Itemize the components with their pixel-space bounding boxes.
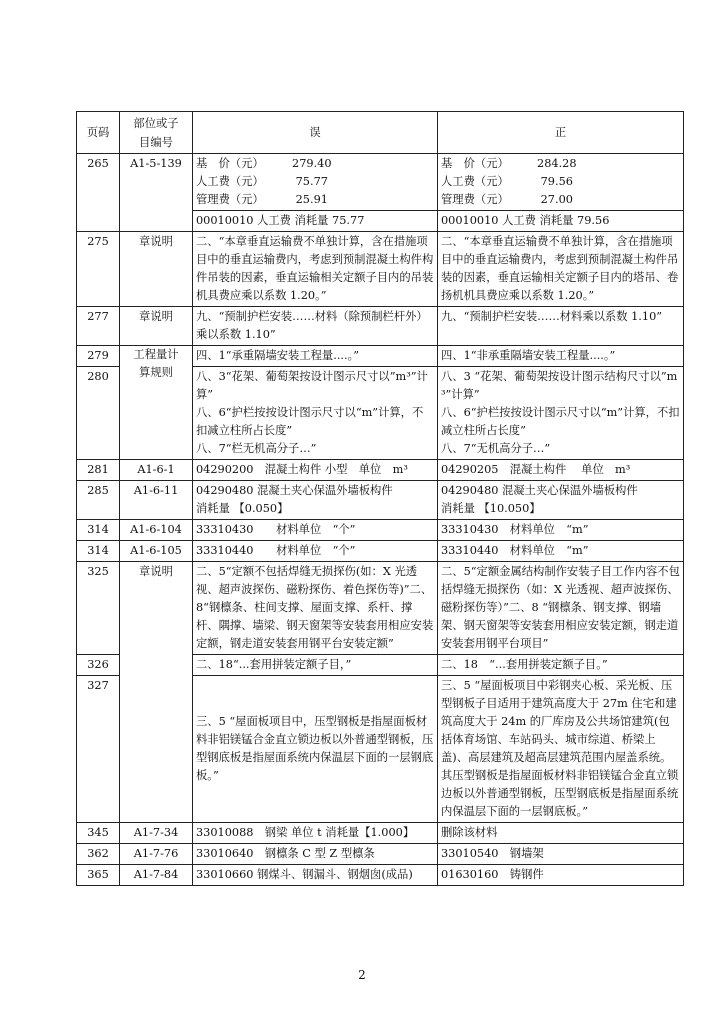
table-row xyxy=(77,562,684,655)
col-right: 正 xyxy=(438,112,684,154)
cell-wrong: 四、1“承重隔墙安装工程量....。” xyxy=(193,346,438,367)
cell-page: 314 xyxy=(77,541,120,562)
cell-page: 281 xyxy=(77,460,120,481)
cell-wrong: 二、5“定额不包括焊缝无损探伤(如：X 光透视、超声波探伤、磁粉探伤、着色探伤等)”二、8“钢檩条、柱间支撑、屋面支撑、系杆、撑杆、隅撑、墙梁、钢天窗架等安装套用相应安装定额，钢走道安装套用钢平台安装定额” xyxy=(193,562,438,655)
text-line: 八、3 “花架、葡萄架按设计图示结构尺寸以”m³”计算” xyxy=(441,370,678,401)
cell-wrong: 33010640 钢檩条 C 型 Z 型檩条 xyxy=(193,844,438,865)
cell-wrong xyxy=(193,367,438,460)
cell-part: 章说明 xyxy=(120,562,193,823)
cell-wrong: 33010088 钢梁 单位 t 消耗量【1.000】 xyxy=(193,823,438,844)
cell-part: A1-7-76 xyxy=(120,844,193,865)
table-row xyxy=(77,844,684,865)
cell-wrong: 二、18“...套用拼装定额子目，” xyxy=(193,655,438,676)
table-row xyxy=(77,823,684,844)
text-line: 八、3“花架、葡萄架按设计图示尺寸以”m³”计算” xyxy=(196,370,428,401)
table-row xyxy=(77,460,684,481)
text-line: 04290480 混凝土夹心保温外墙板构件 xyxy=(441,484,638,497)
cell-right xyxy=(438,154,684,211)
text-line: 八、7“栏无机高分子…” xyxy=(196,442,317,455)
cell-part: A1-5-139 xyxy=(120,154,193,232)
cell-wrong: 33010660 钢煤斗、钢漏斗、钢烟囱(成品) xyxy=(193,865,438,886)
errata-table xyxy=(76,111,684,886)
cell-right: 33010540 钢墙架 xyxy=(438,844,684,865)
text-line: 八、7“无机高分子…” xyxy=(441,442,551,455)
text-line: 管理费（元） 25.91 xyxy=(196,193,328,206)
cell-part: 章说明 xyxy=(120,307,193,346)
table-row xyxy=(77,346,684,367)
cell-right: 四、1“非承重隔墙安装工程量....。” xyxy=(438,346,684,367)
cell-wrong: 二、“本章垂直运输费不单独计算，含在措施项目中的垂直运输费内，考虑到预制混凝土构件构件吊装的因素，垂直运输相关定额子目内的吊装机具费应乘以系数 1.20。” xyxy=(193,232,438,307)
cell-right xyxy=(438,481,684,520)
col-page: 页码 xyxy=(77,112,120,154)
header-row xyxy=(77,112,684,154)
cell-right: 00010010 人工费 消耗量 79.56 xyxy=(438,211,684,232)
text-line: 八、6“护栏按按设计图示尺寸以“m”计算，不扣减立柱所占长度” xyxy=(441,406,680,437)
cell-wrong: 三、5 “屋面板项目中，压型钢板是指屋面板材料非铝镁锰合金直立锁边板以外普通型钢板，压型钢底板是指屋面系统内保温层下面的一层钢底板。” xyxy=(193,676,438,823)
cell-right: 删除该材料 xyxy=(438,823,684,844)
cell-page: 279 xyxy=(77,346,120,367)
text-line: 消耗量 【10.050】 xyxy=(441,502,541,515)
cell-page: 345 xyxy=(77,823,120,844)
cell-wrong: 04290200 混凝土构件 小型 单位 m³ xyxy=(193,460,438,481)
cell-right: 二、18 “...套用拼装定额子目。” xyxy=(438,655,684,676)
text-line: 04290480 混凝土夹心保温外墙板构件 xyxy=(196,484,393,497)
cell-page: 285 xyxy=(77,481,120,520)
text-line: 基 价（元） 284.28 xyxy=(441,157,577,170)
text-line: 人工费（元） 75.77 xyxy=(196,175,328,188)
page-number: 2 xyxy=(358,968,366,982)
cell-right: 33310440 材料单位 “m” xyxy=(438,541,684,562)
cell-wrong: 00010010 人工费 消耗量 75.77 xyxy=(193,211,438,232)
text-line: 八、6“护栏按按设计图示尺寸以“m”计算，不扣减立柱所占长度” xyxy=(196,406,424,437)
table-row xyxy=(77,307,684,346)
table-row xyxy=(77,154,684,211)
cell-right: 01630160 铸钢件 xyxy=(438,865,684,886)
cell-right: 三、5 “屋面板项目中彩钢夹心板、采光板、压型钢板子目适用于建筑高度大于 27m 住宅和建筑高度大于 24m 的厂库房及公共场馆建筑(包括体育场馆、车站码头、城市综道、桥梁上盖)、高层建筑及超高层建筑范围内屋盖系统。其压型钢板是指屋面板材料非铝镁锰合金直立锁边板以外普通型钢板，压型钢底板是指屋面系统内保温层下面的一层钢底板。” xyxy=(438,676,684,823)
cell-page: 327 xyxy=(77,676,120,823)
cell-wrong xyxy=(193,154,438,211)
col-wrong: 误 xyxy=(193,112,438,154)
cell-part: A1-6-1 xyxy=(120,460,193,481)
text-line: 人工费（元） 79.56 xyxy=(441,175,573,188)
cell-wrong: 33310440 材料单位 “个” xyxy=(193,541,438,562)
cell-right: 二、5“定额金属结构制作安装子目工作内容不包括焊缝无损探伤（如：X 光透视、超声波探伤、磁粉探伤等）”二、8 “钢檩条、钢支撑、钢墙架、钢天窗架等安装套用相应安装定额，钢走道安装套用钢平台项目” xyxy=(438,562,684,655)
cell-part: 工程量计算规则 xyxy=(120,346,193,460)
cell-page: 314 xyxy=(77,520,120,541)
cell-page: 365 xyxy=(77,865,120,886)
cell-part: A1-6-104 xyxy=(120,520,193,541)
cell-right: 九、“预制护栏安装……材料乘以系数 1.10” xyxy=(438,307,684,346)
cell-right: 二、“本章垂直运输费不单独计算，含在措施项目中的垂直运输费内，考虑到预制混凝土构件吊装的因素，垂直运输相关定额子目内的塔吊、卷扬机机具费应乘以系数 1.20。” xyxy=(438,232,684,307)
cell-page: 326 xyxy=(77,655,120,676)
cell-part: A1-6-105 xyxy=(120,541,193,562)
cell-right xyxy=(438,367,684,460)
text-line: 管理费（元） 27.00 xyxy=(441,193,573,206)
cell-page: 265 xyxy=(77,154,120,232)
table-row xyxy=(77,232,684,307)
cell-page: 280 xyxy=(77,367,120,460)
table-row xyxy=(77,865,684,886)
cell-part: 章说明 xyxy=(120,232,193,307)
cell-part: A1-7-34 xyxy=(120,823,193,844)
cell-right: 04290205 混凝土构件 单位 m³ xyxy=(438,460,684,481)
table-row xyxy=(77,481,684,520)
cell-part: A1-7-84 xyxy=(120,865,193,886)
cell-page: 275 xyxy=(77,232,120,307)
table-row xyxy=(77,541,684,562)
cell-wrong: 九、“预制护栏安装……材料（除预制栏杆外）乘以系数 1.10” xyxy=(193,307,438,346)
col-part: 部位或子目编号 xyxy=(120,112,193,154)
cell-page: 325 xyxy=(77,562,120,655)
table-row xyxy=(77,520,684,541)
text-line: 消耗量 【0.050】 xyxy=(196,502,289,515)
cell-part: A1-6-11 xyxy=(120,481,193,520)
cell-wrong xyxy=(193,481,438,520)
cell-right: 33310430 材料单位 “m” xyxy=(438,520,684,541)
cell-page: 362 xyxy=(77,844,120,865)
cell-page: 277 xyxy=(77,307,120,346)
cell-wrong: 33310430 材料单位 “个” xyxy=(193,520,438,541)
text-line: 基 价（元） 279.40 xyxy=(196,157,332,170)
